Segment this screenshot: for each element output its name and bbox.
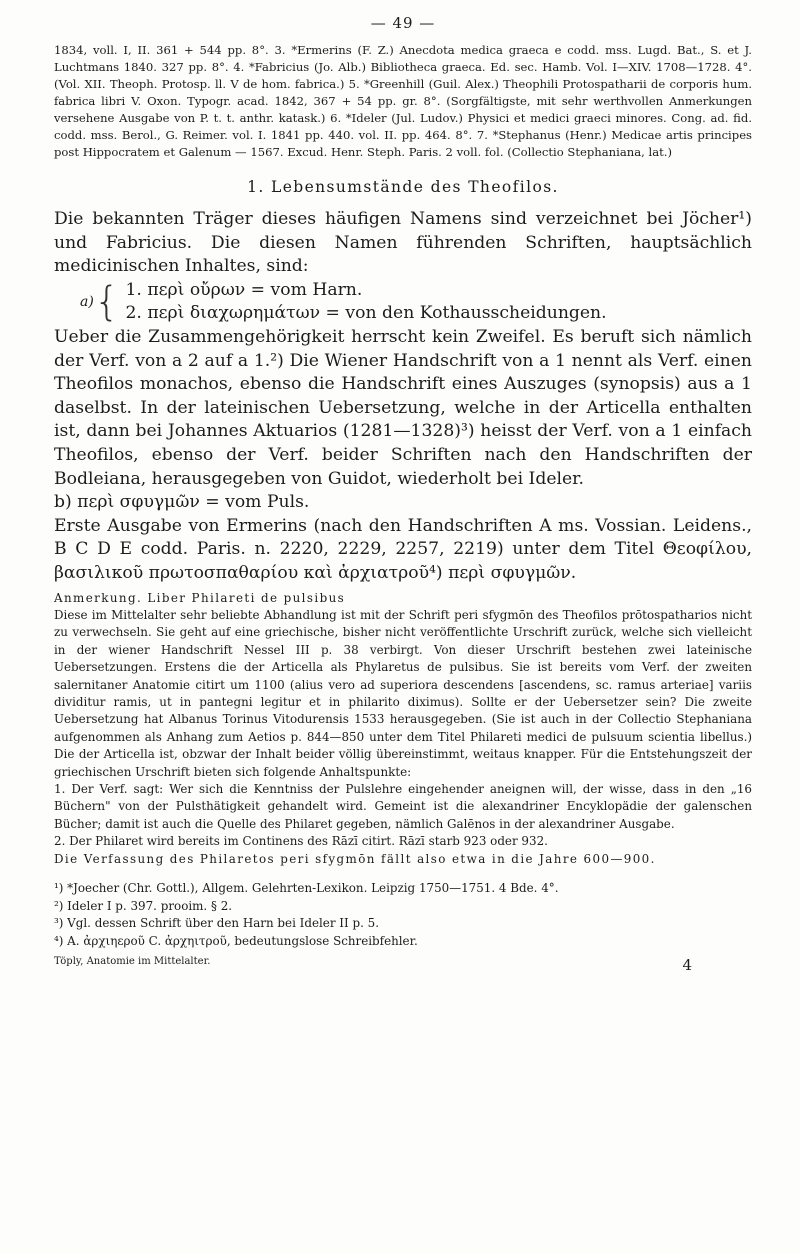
page-number: — 49 — [370, 14, 436, 32]
footnotes [54, 880, 752, 950]
paragraph-b: Erste Ausgabe von Ermerins (nach den Handschriften A ms. Vossian. Leidens., B C D E codd. Paris. n. 2220, 2229, 2257, 2219) unter dem Titel Θεοφίλου, βασιλικοῦ πρωτοσπαθαρίου καὶ ἀρχιατροῦ⁴) περὶ σφυγμῶν. [54, 515, 752, 583]
brace-items [125, 279, 606, 326]
intro-paragraph: Die bekannten Träger dieses häufigen Namens sind verzeichnet bei Jöcher¹) und Fabricius. Die diesen Namen führenden Schriften, hauptsächlich medicinischen Inhaltes, sind: [54, 209, 752, 277]
annotation-block [54, 590, 752, 869]
running-footer: Töply, Anatomie im Mittelalter. [54, 956, 211, 968]
list-item: 2. περὶ διαχωρημάτων = von den Kothausscheidungen. [125, 303, 607, 324]
section-heading: 1. Lebensumstände des Theofilos. [247, 178, 559, 196]
annotation-paragraph: Diese im Mittelalter sehr beliebte Abhandlung ist mit der Schrift peri sfygmōn des Theofilos prōtospatharios nicht zu verwechseln. Sie geht auf eine griechische, bisher nicht veröffentlichte Urschrift zurück, welche sich vielleicht in der wiener Handschrift Nessel III p. 38 verbirgt. Von dieser Urschrift bestehen zwei lateinische Uebersetzungen. Erstens die der Articella als Phylaretus de pulsibus. Sie ist bereits vom Verf. der zweiten salernitaner Anatomie citirt um 1100 (alius vero ad superiora descendens [ascendens, sc. ramus arteriae] variis dividitur ramis, ut in pantegni legitur et in philarito diximus). Sollte er der Uebersetzer sein? Die zweite Uebersetzung hat Albanus Torinus Vitodurensis 1533 herausgegeben. (Sie ist auch in der Collectio Stephaniana aufgenommen als Anhang zum Aetios p. 844—850 unter dem Titel Philareti medici de pulsuum scientia libellus.) Die der Articella ist, obzwar der Inhalt beider völlig übereinstimmt, weitaus knapper. Für die Entstehungszeit der griechischen Urschrift bieten sich folgende Anhaltspunkte: [54, 607, 752, 779]
subheading-b: b) περὶ σφυγμῶν = vom Puls. [54, 492, 310, 513]
annotation-title: Anmerkung. Liber Philareti de pulsibus [54, 590, 346, 605]
page-footer [54, 956, 752, 974]
bibliography-text: 1834, voll. I, II. 361 + 544 pp. 8°. 3. *Ermerins (F. Z.) Anecdota medica graeca e codd. mss. Lugd. Bat., S. et J. Luchtmans 1840. 327 pp. 8°. 4. *Fabricius (Jo. Alb.) Bibliotheca graeca. Ed. sec. Hamb. Vol. I—XIV. 1708—1728. 4°. (Vol. XII. Theoph. Protosp. ll. V de hom. fabrica.) 5. *Greenhill (Guil. Alex.) Theophili Protospatharii de corporis hum. fabrica libri V. Oxon. Typogr. acad. 1842, 367 + 54 pp. gr. 8°. (Sorgfältigste, mit sehr werthvollen Anmerkungen versehene Ausgabe von P. t. t. anthr. katask.) 6. *Ideler (Jul. Ludov.) Physici et medici graeci minores. Cong. ad. fid. codd. mss. Berol., G. Reimer. vol. I. 1841 pp. 440. vol. II. pp. 464. 8°. 7. *Stephanus (Henr.) Medicae artis principes post Hippocratem et Galenum — 1567. Excud. Henr. Steph. Paris. 2 voll. fol. (Collectio Stephaniana, lat.) [54, 43, 752, 159]
main-text [54, 208, 752, 586]
annotation-conclusion: Die Verfassung des Philaretos peri sfygmōn fällt also etwa in die Jahre 600—900. [54, 851, 656, 866]
footnote-4: ⁴) A. ἀρχιηεροῦ C. ἀρχηιτροῦ, bedeutungslose Schreibfehler. [54, 933, 418, 948]
footnote-3: ³) Vgl. dessen Schrift über den Harn bei Ideler II p. 5. [54, 916, 379, 931]
paragraph-a: Ueber die Zusammengehörigkeit herrscht kein Zweifel. Es beruft sich nämlich der Verf. von a 2 auf a 1.²) Die Wiener Handschrift von a 1 nennt als Verf. einen Theofilos monachos, ebenso die Handschrift eines Auszuges (synopsis) aus a 1 daselbst. In der lateinischen Uebersetzung, welche in der Articella enthalten ist, dann bei Johannes Aktuarios (1281—1328)³) heisst der Verf. von a 1 einfach Theofilos, ebenso der Verf. beider Schriften nach den Handschriften der Bodleiana, herausgegeben von Guidot, wiederholt bei Ideler. [54, 326, 752, 489]
list-item: 1. περὶ οὔρων = vom Harn. [125, 279, 363, 300]
curly-brace-icon: { [94, 279, 120, 326]
bibliography [54, 42, 752, 161]
brace-list [54, 279, 752, 326]
brace-label: a) [80, 293, 94, 310]
footnote-1: ¹) *Joecher (Chr. Gottl.), Allgem. Gelehrten-Lexikon. Leipzig 1750—1751. 4 Bde. 4°. [54, 881, 559, 895]
signature-mark: 4 [682, 956, 692, 975]
footnote-2: ²) Ideler I p. 397. prooim. § 2. [54, 898, 233, 913]
annotation-point-2: 2. Der Philaret wird bereits im Continens des Rāzī citirt. Rāzī starb 923 oder 932. [54, 834, 548, 849]
annotation-point-1: 1. Der Verf. sagt: Wer sich die Kenntniss der Pulslehre eingehender aneignen will, der wisse, dass in den „16 Büchern" von der Pulsthätigkeit gehandelt wird. Gemeint ist die alexandriner Encyklopädie der galenschen Bücher; damit ist auch die Quelle des Philaret gegeben, nämlich Galēnos in der alexandriner Ausgabe. [54, 781, 752, 831]
